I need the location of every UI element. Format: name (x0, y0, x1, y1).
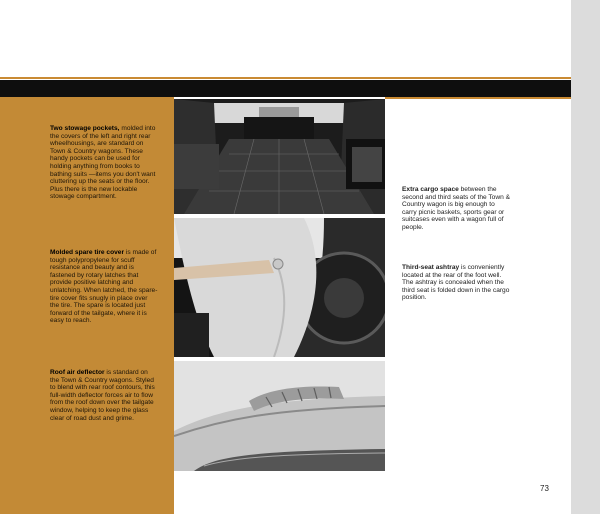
caption-title: Roof air deflector (50, 369, 105, 376)
black-header-band (0, 80, 571, 97)
caption-roof-air-deflector (50, 369, 158, 422)
caption-title: Two stowage pockets, (50, 125, 120, 132)
caption-title: Extra cargo space (402, 186, 459, 193)
photo-roof-air-deflector (174, 361, 385, 471)
gold-header-stripe (0, 77, 571, 79)
caption-title: Molded spare tire cover (50, 249, 125, 256)
photo-cargo-area (174, 99, 385, 214)
caption-body: is made of tough polypropylene for scuff resistance and beauty and is fastened by rotary latches that provide positive latching and unlatching. When latched, the spare-tire cover fits snugly in place over the tire. The spare is located just forward of the tailgate, where it is easy to reach. (50, 249, 158, 325)
caption-spare-tire-cover (50, 249, 158, 325)
caption-body: is standard on the Town & Country wagons. Styled to blend with rear roof contours, this full-width deflector forces air to flow from the roof down over the tailgate window, helping to keep the glass clear of road dust and grime. (50, 369, 155, 422)
caption-body: between the second and third seats of the Town & Country wagon is big enough to carry picnic baskets, sports gear or suitcases even with a wagon full of people. (402, 186, 511, 231)
caption-body: molded into the covers of the left and right rear wheelhousings, are standard on Town & Country wagons. These handy pockets can be used for holding anything from books to bathing suits —items you don't want cluttering up the seats or the floor. Plus there is the new lockable stowage compartment. (50, 125, 156, 201)
caption-body: is conveniently located at the rear of the foot well. The ashtray is concealed when the third seat is folded down in the cargo position. (402, 264, 510, 302)
photo-spare-tire-cover (174, 218, 385, 357)
caption-extra-cargo-space (402, 186, 510, 232)
page-margin (571, 0, 600, 514)
gold-accent-stripe (385, 97, 571, 99)
caption-stowage-pockets (50, 125, 158, 201)
caption-third-seat-ashtray (402, 264, 510, 302)
caption-title: Third-seat ashtray (402, 264, 460, 271)
page-number: 73 (540, 484, 549, 493)
